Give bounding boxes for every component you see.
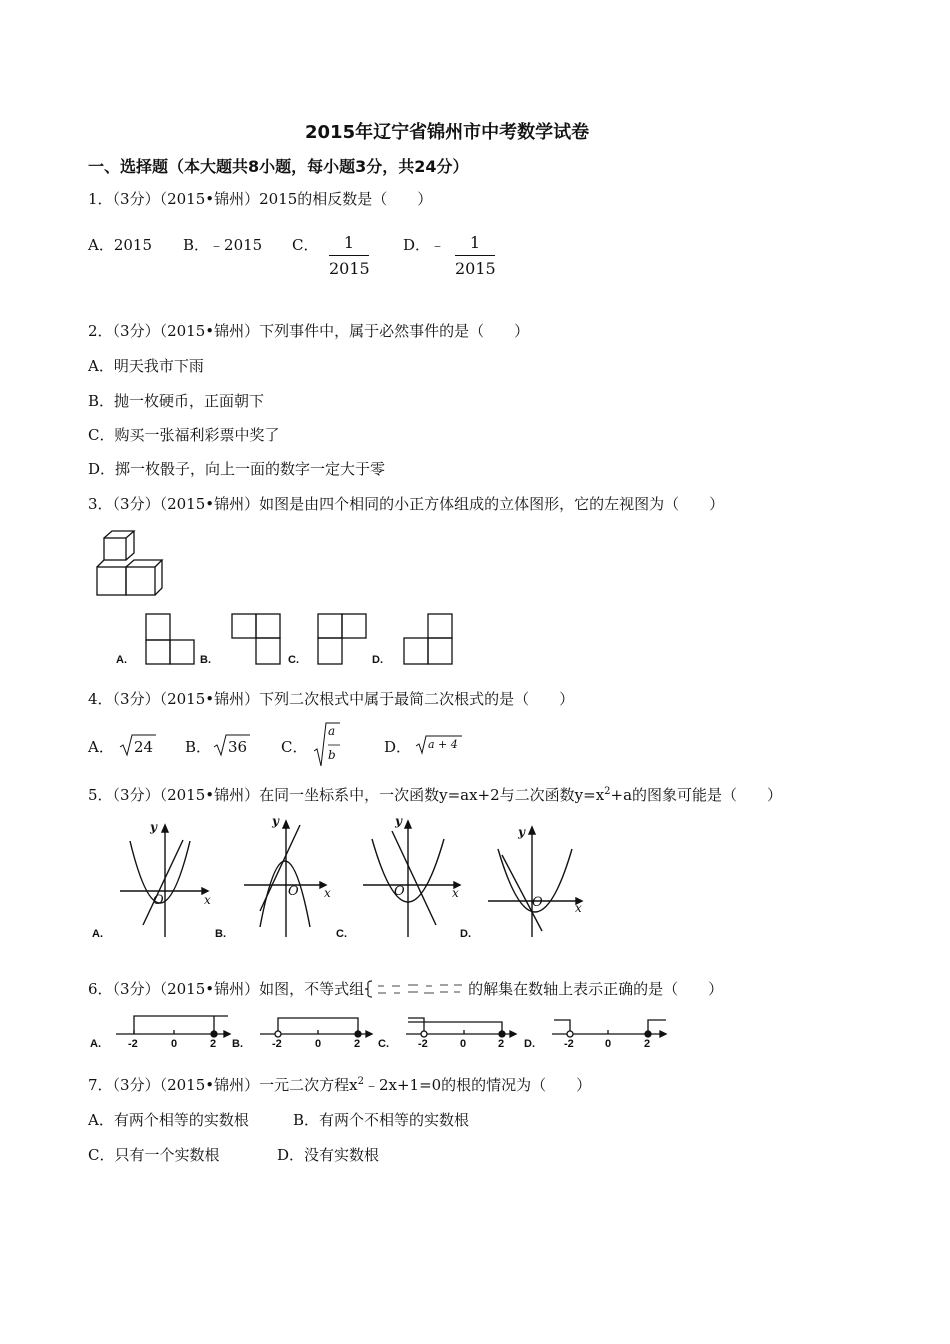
q5-origin-a: O — [153, 893, 164, 908]
q5-x-label-b: x — [324, 886, 331, 900]
q3-label-c: C. — [288, 654, 299, 666]
q1-option-c: C． — [292, 236, 319, 254]
q6-label-a: A. — [90, 1038, 101, 1050]
q1-option-b: B．﹣2015 — [183, 236, 263, 254]
q2-option-b: B．抛一枚硬币，正面朝下 — [88, 392, 265, 410]
page-title: 2015年辽宁省锦州市中考数学试卷 — [305, 122, 590, 143]
question-3-stem: 3．（3分）（2015•锦州）如图是由四个相同的小正方体组成的立体图形，它的左视图为（ ） — [88, 495, 725, 513]
q5-origin-d: O — [532, 895, 543, 910]
q2-option-d: D．掷一枚骰子，向上一面的数字一定大于零 — [88, 460, 386, 478]
q4-radicand-c-den: b — [328, 748, 336, 762]
q7-option-b: B．有两个不相等的实数根 — [293, 1111, 470, 1129]
q6-tick-d-neg2: -2 — [564, 1038, 574, 1050]
q5-y-label-d: y — [518, 825, 525, 839]
q2-option-a: A．明天我市下雨 — [88, 357, 204, 375]
q4-radical-c — [312, 721, 342, 769]
q6-label-c: C. — [378, 1038, 389, 1050]
question-2-stem: 2．（3分）（2015•锦州）下列事件中，属于必然事件的是（ ） — [88, 322, 530, 340]
fraction-numerator: 1 — [343, 233, 355, 252]
q6-stem-text: 6．（3分）（2015•锦州）如图，不等式组 — [88, 980, 365, 998]
q3-label-b: B. — [200, 654, 211, 666]
fraction-denominator: 2015 — [329, 259, 370, 278]
question-1-stem: 1．（3分）（2015•锦州）2015的相反数是（ ） — [88, 190, 433, 208]
q6-tick-c-0: 0 — [460, 1038, 467, 1050]
q4-radicand-d: a + 4 — [428, 738, 458, 751]
fraction-denominator: 2015 — [455, 259, 496, 278]
q4-radicand-c-num: a — [328, 724, 336, 738]
q6-tick-a-0: 0 — [171, 1038, 178, 1050]
q7-option-c: C．只有一个实数根 — [88, 1146, 220, 1164]
q1-option-a: A．2015 — [88, 236, 153, 254]
fraction-numerator: 1 — [469, 233, 481, 252]
q5-graph-a — [120, 825, 208, 937]
q4-option-b: B． — [185, 738, 212, 756]
q7-option-d: D．没有实数根 — [277, 1146, 380, 1164]
q6-tick-c-2: 2 — [498, 1038, 505, 1050]
section-heading: 一、选择题（本大题共8小题，每小题3分，共24分） — [88, 157, 469, 176]
q6-label-b: B. — [232, 1038, 243, 1050]
q1-option-d: D．﹣ — [403, 236, 446, 254]
q6-stem-tail: 的解集在数轴上表示正确的是（ ） — [468, 980, 724, 998]
q1-fraction-d — [455, 233, 495, 278]
q4-option-c: C． — [281, 738, 308, 756]
q5-graph-d — [488, 827, 582, 937]
q1-fraction-c — [329, 233, 369, 278]
q6-number-lines — [110, 1012, 680, 1054]
q3-solid-figure — [92, 530, 172, 600]
q7-stem-text: 7．（3分）（2015•锦州）一元二次方程x — [88, 1076, 358, 1094]
q6-tick-b-0: 0 — [315, 1038, 322, 1050]
q6-tick-d-0: 0 — [605, 1038, 612, 1050]
q5-label-c: C. — [336, 928, 347, 940]
q6-tick-c-neg2: -2 — [418, 1038, 428, 1050]
q5-stem-exponent: 2 — [604, 786, 611, 797]
question-5-stem — [88, 784, 782, 805]
q5-graph-c — [363, 821, 460, 937]
q6-system-image — [364, 982, 468, 998]
q5-y-label-c: y — [395, 814, 402, 828]
q5-graph-b — [244, 821, 326, 937]
q5-x-label-c: x — [452, 886, 459, 900]
q2-option-c: C．购买一张福利彩票中奖了 — [88, 426, 280, 444]
q5-label-a: A. — [92, 928, 103, 940]
question-6-stem — [88, 978, 723, 999]
q5-y-label-a: y — [150, 820, 157, 834]
q5-origin-b: O — [288, 884, 299, 899]
q6-tick-b-neg2: -2 — [272, 1038, 282, 1050]
q6-tick-d-2: 2 — [644, 1038, 651, 1050]
question-7-stem — [88, 1074, 591, 1095]
q4-radicand-b: 36 — [228, 738, 248, 756]
q4-radicand-a: 24 — [134, 738, 154, 756]
q5-stem-tail: +a的图象可能是（ ） — [610, 786, 783, 804]
q5-x-label-d: x — [575, 901, 582, 915]
q5-stem-text: 5．（3分）（2015•锦州）在同一坐标系中，一次函数y=ax+2与二次函数y=x — [88, 786, 605, 804]
q6-tick-a-neg2: -2 — [128, 1038, 138, 1050]
q6-tick-b-2: 2 — [354, 1038, 361, 1050]
q6-label-d: D. — [524, 1038, 535, 1050]
q5-origin-c: O — [394, 884, 405, 899]
q7-stem-tail: ﹣2x+1=0的根的情况为（ ） — [363, 1076, 592, 1094]
q4-option-d: D． — [384, 738, 412, 756]
q5-x-label-a: x — [204, 893, 211, 907]
q3-label-d: D. — [372, 654, 383, 666]
q5-label-d: D. — [460, 928, 471, 940]
q5-y-label-b: y — [272, 814, 279, 828]
q3-label-a: A. — [116, 654, 127, 666]
q7-stem-exponent: 2 — [357, 1076, 364, 1087]
q5-label-b: B. — [215, 928, 226, 940]
question-4-stem: 4．（3分）（2015•锦州）下列二次根式中属于最简二次根式的是（ ） — [88, 690, 575, 708]
q7-option-a: A．有两个相等的实数根 — [88, 1111, 249, 1129]
q6-tick-a-2: 2 — [210, 1038, 217, 1050]
q4-option-a: A． — [88, 738, 114, 756]
q5-graphs — [88, 815, 588, 945]
